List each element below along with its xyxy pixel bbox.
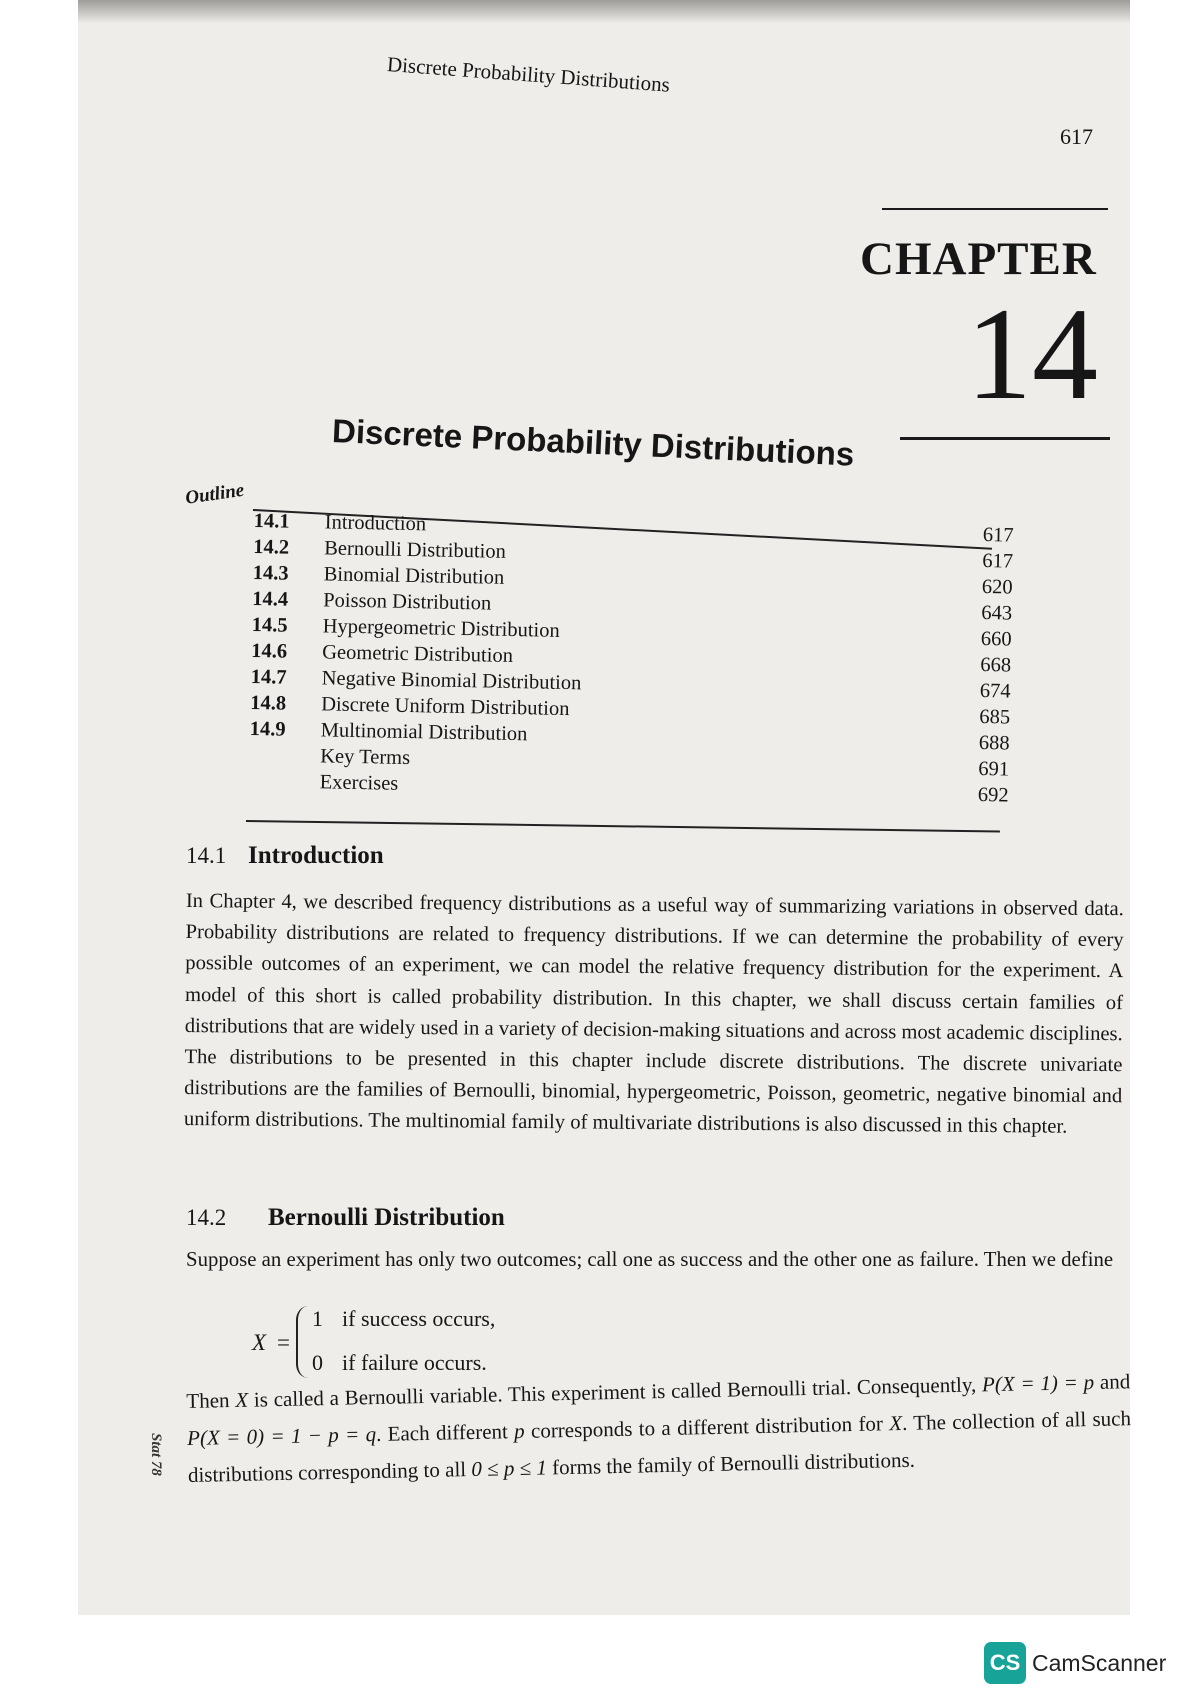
outline-entry-number: 14.4 [252,587,289,611]
text-run: and [1093,1369,1131,1394]
left-brace [296,1306,310,1378]
margin-stamp: Stat 78 [148,1433,164,1476]
chapter-rule-top [882,208,1108,210]
outline-entry-number: 14.6 [251,639,288,663]
page-number: 617 [1060,124,1093,149]
math-expression: P(X = 0) = 1 − p = q [186,1422,377,1450]
outline-label: Outline [184,479,246,509]
section-heading-introduction [186,842,384,870]
section-title: Bernoulli Distribution [268,1204,505,1231]
outline-entry-number: 14.8 [250,691,287,715]
math-symbol: X [235,1387,249,1412]
section-title: Introduction [248,842,384,869]
outline-table [249,508,1014,809]
definition-variable: X [252,1330,267,1355]
outline-entry-page: 620 [981,575,1013,599]
outline-entry-number: 14.3 [252,561,289,585]
chapter-number: 14 [966,280,1098,427]
definition-equals: = [277,1330,290,1355]
outline-entry-title: Multinomial Distribution [320,719,528,746]
outline-entry-page: 643 [981,601,1013,625]
section-number: 14.1 [186,843,227,868]
outline-entry-page: 691 [978,757,1010,781]
outline-entry-title: Binomial Distribution [323,563,505,589]
definition-case-success [312,1306,495,1332]
text-run: Then [186,1387,236,1413]
outline-entry-title: Geometric Distribution [322,641,514,667]
chapter-rule-bottom [900,437,1110,440]
math-expression: P(X = 1) = p [981,1369,1095,1397]
outline-entry-page: 688 [978,731,1010,755]
definition-case-failure [312,1350,487,1376]
text-run: is called a Bernoulli variable. This experiment is called Bernoulli trial. Consequently, [247,1372,983,1412]
text-run: forms the family of Bernoulli distributions. [546,1447,916,1480]
math-expression: 0 ≤ p ≤ 1 [471,1455,548,1482]
outline-entry-number: 14.5 [251,613,288,637]
camscanner-watermark [984,1642,1166,1684]
case-value: 0 [312,1350,323,1375]
chapter-label: CHAPTER [860,233,1097,285]
outline-entry-title: Negative Binomial Distribution [321,667,582,695]
outline-entry-page: 685 [979,705,1011,729]
bernoulli-variable-paragraph [186,1363,1132,1494]
outline-entry-title: Exercises [319,771,399,795]
outline-entry-title: Poisson Distribution [323,589,492,615]
case-value: 1 [312,1306,323,1331]
text-run: . The collection of all such distributions corresponding to all [187,1406,1132,1487]
chapter-title: Discrete Probability Distributions [331,412,856,473]
text-run: corresponds to a different distribution for [524,1411,890,1443]
case-condition: if failure occurs. [342,1350,487,1375]
outline-entry-title: Introduction [324,511,427,536]
outline-entry-title: Key Terms [320,745,411,770]
math-symbol: X [888,1411,903,1436]
outline-entry-number: 14.9 [249,717,286,741]
bernoulli-paragraph: Suppose an experiment has only two outcomes; call one as success and the other one as failure. Then we define [186,1248,1114,1271]
text-run: . Each different [375,1419,515,1447]
camscanner-logo-icon: CS [984,1642,1026,1684]
camscanner-name: CamScanner [1032,1649,1167,1676]
outline-entry-page: 674 [979,679,1011,703]
outline-entry-number: 14.2 [253,535,290,559]
outline-rule-bottom [246,820,1000,833]
section-heading-bernoulli [186,1204,505,1232]
running-head: Discrete Probability Distributions [386,52,671,97]
outline-entry-title: Hypergeometric Distribution [322,615,560,642]
case-condition: if success occurs, [342,1306,496,1331]
section-number: 14.2 [186,1205,227,1230]
outline-entry-page: 617 [982,523,1014,547]
introduction-paragraph: In Chapter 4, we described frequency distributions as a useful way of summarizing variations in observed data. Probability distributions are related to frequency distributions. If we can determine the probability of every possible outcomes of an experiment, we can model the relative frequency distribution for the experiment. A model of this short is called probability distribution. In this chapter, we shall discuss certain families of distributions that are widely used in a variety of decision-making situations and across most academic disciplines. The distributions to be presented in this chapter include discrete distributions. The discrete univariate distributions are the families of Bernoulli, binomial, hypergeometric, Poisson, geometric, negative binomial and uniform distributions. The multinomial family of multivariate distributions is also discussed in this chapter. [183,889,1124,1139]
outline-entry-title: Discrete Uniform Distribution [321,693,570,721]
outline-entry-page: 660 [980,627,1012,651]
outline-entry-number: 14.7 [250,665,287,689]
outline-entry-title: Bernoulli Distribution [324,537,507,563]
outline-entry-number: 14.1 [253,509,290,533]
outline-entry-page: 692 [977,783,1009,807]
outline-entry-page: 668 [980,653,1012,677]
outline-entry-page: 617 [982,549,1014,573]
scanned-page [78,0,1130,1615]
math-symbol: p [513,1418,525,1444]
